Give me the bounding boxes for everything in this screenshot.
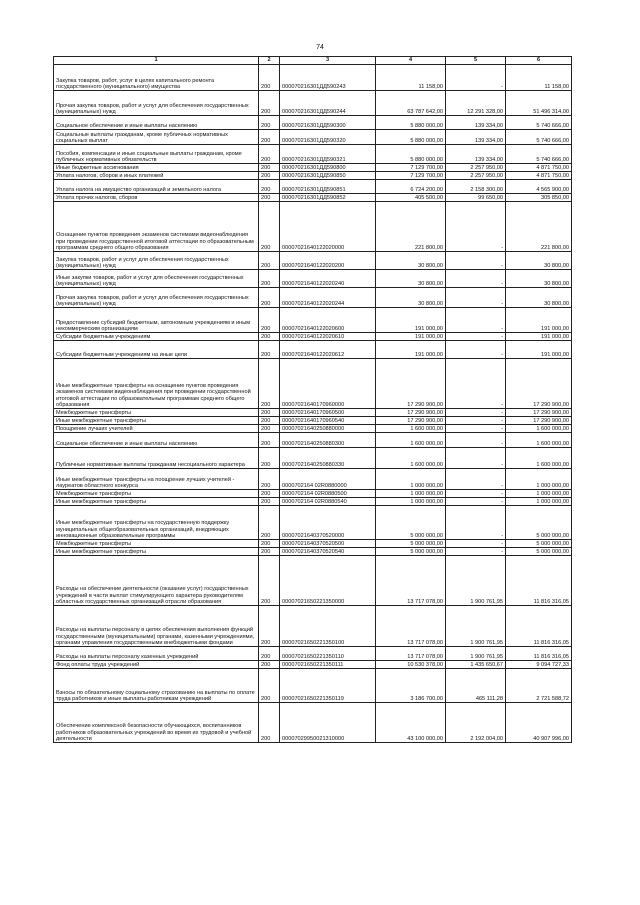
row-remaining-amount: 4 871 750,00 [506,172,572,180]
row-name: Закупка товаров, работ, услуг в целях капитального ремонта государственного (муниципального) имущества [54,65,259,91]
table-row [54,145,572,164]
row-classification-code: 00007021640122020600 [280,308,376,333]
row-name: Пособия, компенсации и иные социальные выплаты гражданам, кроме публичных нормативных обязательств [54,145,259,164]
table-row [54,202,572,252]
row-name: Предоставление субсидий бюджетным, автономным учреждениям и иным некоммерческим организациям [54,308,259,333]
row-name: Социальное обеспечение и иные выплаты населению [54,116,259,130]
row-executed-amount: 12 291 328,00 [446,91,506,116]
row-remaining-amount: 4 871 750,00 [506,164,572,172]
row-executed-amount: - [446,341,506,359]
row-remaining-amount: 1 000 000,00 [506,469,572,490]
table-row [54,540,572,548]
row-name: Иные закупки товаров, работ и услуг для обеспечения государственных (муниципальных) нужд [54,270,259,288]
row-executed-amount: 1 900 761,95 [446,556,506,606]
row-code: 200 [259,490,280,498]
row-executed-amount: 1 900 761,95 [446,647,506,661]
row-name: Поощрение лучших учителей [54,425,259,433]
table-row [54,270,572,288]
row-classification-code: 00007021640122020244 [280,288,376,308]
row-code: 200 [259,540,280,548]
row-classification-code: 000070216301ДД590243 [280,65,376,91]
row-name: Иные межбюджетные трансферты на поощрение лучших учителей - лауреатов областного конкурса [54,469,259,490]
row-classification-code: 000070216301ДД590244 [280,91,376,116]
row-code: 200 [259,498,280,506]
row-classification-code: 000070216301ДД590852 [280,194,376,202]
table-row [54,252,572,270]
row-name: Прочая закупка товаров, работ и услуг для обеспечения государственных (муниципальных) нужд [54,288,259,308]
row-remaining-amount: 191 000,00 [506,308,572,333]
row-executed-amount: 139 334,00 [446,130,506,145]
row-executed-amount: 2 257 950,00 [446,164,506,172]
row-code: 200 [259,180,280,194]
row-executed-amount: - [446,359,506,409]
row-classification-code: 000070216301ДД590320 [280,130,376,145]
row-executed-amount: 139 334,00 [446,145,506,164]
row-code: 200 [259,556,280,606]
row-name: Закупка товаров, работ и услуг для обеспечения государственных (муниципальных) нужд [54,252,259,270]
row-remaining-amount: 5 740 666,00 [506,116,572,130]
row-approved-amount: 5 880 000,00 [376,145,446,164]
row-executed-amount: - [446,448,506,469]
row-classification-code: 000070216301ДД590321 [280,145,376,164]
table-row [54,180,572,194]
row-classification-code: 000070216301ДД590850 [280,172,376,180]
row-code: 200 [259,425,280,433]
row-approved-amount: 30 800,00 [376,288,446,308]
row-code: 200 [259,359,280,409]
table-row [54,359,572,409]
column-header: 6 [506,57,572,65]
row-approved-amount: 3 186 700,00 [376,669,446,703]
row-name: Субсидии бюджетным учреждениям на иные цели [54,341,259,359]
row-classification-code: 00007029950021310000 [280,703,376,743]
row-name: Расходы на выплаты персоналу в целях обеспечения выполнения функций государственными (муниципальными) органами, казенными учреждениями, органами управления государственными внебюджетными фондами [54,606,259,647]
row-code: 200 [259,469,280,490]
table-row [54,341,572,359]
row-approved-amount: 7 129 700,00 [376,172,446,180]
row-classification-code: 00007021650221350119 [280,669,376,703]
row-remaining-amount: 221 800,00 [506,202,572,252]
row-code: 200 [259,91,280,116]
row-executed-amount: - [446,417,506,425]
table-row [54,433,572,448]
row-remaining-amount: 11 816 316,05 [506,647,572,661]
row-executed-amount: 1 435 650,67 [446,661,506,669]
row-approved-amount: 5 880 000,00 [376,130,446,145]
row-name: Уплата налога на имущество организаций и земельного налога [54,180,259,194]
row-remaining-amount: 1 000 000,00 [506,498,572,506]
row-classification-code: 00007021640250880300 [280,433,376,448]
row-approved-amount: 13 717 078,00 [376,647,446,661]
row-classification-code: 00007021640250880330 [280,448,376,469]
table-row [54,194,572,202]
row-code: 200 [259,661,280,669]
row-classification-code: 00007021640170960000 [280,359,376,409]
row-approved-amount: 1 600 000,00 [376,448,446,469]
table-header-row [54,57,572,65]
row-code: 200 [259,333,280,341]
row-name: Публичные нормативные выплаты гражданам несоциального характера [54,448,259,469]
row-name: Межбюджетные трансферты [54,409,259,417]
row-approved-amount: 1 600 000,00 [376,425,446,433]
row-code: 200 [259,202,280,252]
table-row [54,469,572,490]
row-executed-amount: - [446,288,506,308]
row-executed-amount: 139 334,00 [446,116,506,130]
row-remaining-amount: 2 721 588,72 [506,669,572,703]
table-row [54,548,572,556]
row-executed-amount: - [446,202,506,252]
row-classification-code: 00007021640170960540 [280,417,376,425]
row-code: 200 [259,409,280,417]
row-code: 200 [259,548,280,556]
row-approved-amount: 5 000 000,00 [376,506,446,540]
row-remaining-amount: 191 000,00 [506,341,572,359]
row-executed-amount: 1 900 761,95 [446,606,506,647]
table-row [54,65,572,91]
row-classification-code: 000070216301ДД590300 [280,116,376,130]
table-row [54,91,572,116]
column-header: 4 [376,57,446,65]
row-remaining-amount: 40 907 996,00 [506,703,572,743]
table-row [54,669,572,703]
row-classification-code: 0000702164 02R0880500 [280,490,376,498]
table-row [54,661,572,669]
row-remaining-amount: 1 000 000,00 [506,490,572,498]
row-code: 200 [259,145,280,164]
row-approved-amount: 17 290 900,00 [376,359,446,409]
row-approved-amount: 5 000 000,00 [376,540,446,548]
row-remaining-amount: 51 496 314,00 [506,91,572,116]
row-approved-amount: 1 000 000,00 [376,469,446,490]
table-row [54,606,572,647]
row-classification-code: 00007021650221350100 [280,606,376,647]
column-header: 3 [280,57,376,65]
row-remaining-amount: 5 000 000,00 [506,548,572,556]
row-classification-code: 000070216301ДД590851 [280,180,376,194]
row-approved-amount: 13 717 078,00 [376,556,446,606]
row-remaining-amount: 305 850,00 [506,194,572,202]
row-executed-amount: - [446,270,506,288]
table-row [54,172,572,180]
row-executed-amount: - [446,490,506,498]
table-body [54,65,572,743]
column-header: 5 [446,57,506,65]
row-approved-amount: 63 787 642,00 [376,91,446,116]
column-header: 1 [54,57,259,65]
row-approved-amount: 191 000,00 [376,308,446,333]
row-remaining-amount: 30 800,00 [506,270,572,288]
table-row [54,490,572,498]
row-code: 200 [259,194,280,202]
table-row [54,498,572,506]
table-row [54,556,572,606]
row-executed-amount: - [446,433,506,448]
table-row [54,506,572,540]
row-approved-amount: 17 290 900,00 [376,409,446,417]
row-classification-code: 00007021640122020240 [280,270,376,288]
row-code: 200 [259,116,280,130]
row-approved-amount: 191 000,00 [376,333,446,341]
row-executed-amount: 2 192 004,00 [446,703,506,743]
row-executed-amount: - [446,506,506,540]
row-name: Уплата налогов, сборов и иных платежей [54,172,259,180]
row-approved-amount: 7 129 700,00 [376,164,446,172]
row-approved-amount: 13 717 078,00 [376,606,446,647]
row-classification-code: 0000702164 02R0880540 [280,498,376,506]
row-executed-amount: 465 111,28 [446,669,506,703]
row-remaining-amount: 17 290 900,00 [506,359,572,409]
column-header: 2 [259,57,280,65]
row-code: 200 [259,288,280,308]
row-executed-amount: - [446,540,506,548]
row-approved-amount: 191 000,00 [376,341,446,359]
row-executed-amount: 2 257 950,00 [446,172,506,180]
page-number: 74 [316,44,324,51]
row-executed-amount: - [446,469,506,490]
row-classification-code: 00007021640370520500 [280,540,376,548]
row-code: 200 [259,164,280,172]
row-approved-amount: 405 500,00 [376,194,446,202]
table-row [54,409,572,417]
row-remaining-amount: 5 740 666,00 [506,130,572,145]
row-name: Иные бюджетные ассигнования [54,164,259,172]
row-code: 200 [259,703,280,743]
row-name: Межбюджетные трансферты [54,490,259,498]
row-name: Оснащение пунктов проведения экзаменов системами видеонаблюдения при проведении государственной итоговой аттестации по образовательным программам среднего общего образования [54,202,259,252]
row-executed-amount: - [446,409,506,417]
row-remaining-amount: 1 600 000,00 [506,448,572,469]
row-classification-code: 00007021640122020612 [280,341,376,359]
row-code: 200 [259,669,280,703]
row-classification-code: 00007021640370520000 [280,506,376,540]
row-approved-amount: 1 000 000,00 [376,498,446,506]
row-approved-amount: 43 100 000,00 [376,703,446,743]
row-approved-amount: 5 000 000,00 [376,548,446,556]
row-remaining-amount: 5 740 666,00 [506,145,572,164]
row-remaining-amount: 4 565 900,00 [506,180,572,194]
table-row [54,448,572,469]
row-approved-amount: 5 880 000,00 [376,116,446,130]
row-approved-amount: 221 800,00 [376,202,446,252]
row-name: Иные межбюджетные трансферты [54,498,259,506]
row-classification-code: 00007021640122020000 [280,202,376,252]
row-classification-code: 0000702164 02R0880000 [280,469,376,490]
row-approved-amount: 17 290 900,00 [376,417,446,425]
row-remaining-amount: 30 800,00 [506,252,572,270]
row-code: 200 [259,647,280,661]
row-classification-code: 00007021640170960500 [280,409,376,417]
row-name: Субсидии бюджетным учреждениям [54,333,259,341]
row-name: Иные межбюджетные трансферты [54,548,259,556]
row-approved-amount: 6 724 200,00 [376,180,446,194]
row-name: Расходы на выплаты персоналу казенных учреждений [54,647,259,661]
row-name: Уплата прочих налогов, сборов [54,194,259,202]
table-row [54,647,572,661]
row-executed-amount: - [446,308,506,333]
row-name: Взносы по обязательному социальному страхованию на выплаты по оплате труда работников и иные выплаты работникам учреждений [54,669,259,703]
row-classification-code: 00007021640370520540 [280,548,376,556]
row-executed-amount: - [446,65,506,91]
table-row [54,308,572,333]
row-name: Обеспечение комплексной безопасности обучающихся, воспитанников работников образовательных учреждений во время их трудовой и учебной деятельности [54,703,259,743]
row-classification-code: 00007021640122020610 [280,333,376,341]
table-row [54,130,572,145]
row-code: 200 [259,606,280,647]
row-approved-amount: 11 158,00 [376,65,446,91]
table-row [54,703,572,743]
row-approved-amount: 1 600 000,00 [376,433,446,448]
row-remaining-amount: 5 000 000,00 [506,540,572,548]
row-code: 200 [259,130,280,145]
row-classification-code: 00007021640122020200 [280,252,376,270]
row-classification-code: 00007021650221350110 [280,647,376,661]
row-executed-amount: - [446,252,506,270]
table-row [54,333,572,341]
row-code: 200 [259,417,280,425]
row-remaining-amount: 11 816 316,05 [506,556,572,606]
row-name: Фонд оплаты труда учреждений [54,661,259,669]
budget-execution-table [53,56,572,743]
row-remaining-amount: 9 094 727,33 [506,661,572,669]
row-remaining-amount: 11 816 316,05 [506,606,572,647]
row-executed-amount: - [446,425,506,433]
row-remaining-amount: 1 600 000,00 [506,425,572,433]
row-code: 200 [259,448,280,469]
row-name: Иные межбюджетные трансферты на оснащение пунктов проведения экзаменов системами видеонаблюдения при проведении государственной итоговой аттестации по образовательным программам среднего общего образования [54,359,259,409]
row-name: Межбюджетные трансферты [54,540,259,548]
row-name: Прочая закупка товаров, работ и услуг для обеспечения государственных (муниципальных) нужд [54,91,259,116]
row-executed-amount: 99 650,00 [446,194,506,202]
row-approved-amount: 30 800,00 [376,252,446,270]
row-code: 200 [259,270,280,288]
row-approved-amount: 10 530 378,00 [376,661,446,669]
row-classification-code: 00007021640250880000 [280,425,376,433]
row-name: Иные межбюджетные трансферты [54,417,259,425]
row-remaining-amount: 191 000,00 [506,333,572,341]
row-remaining-amount: 1 600 000,00 [506,433,572,448]
row-name: Иные межбюджетные трансферты на государственную поддержку муниципальных общеобразовательных организаций, внедряющих инновационные образовательные программы [54,506,259,540]
row-executed-amount: - [446,333,506,341]
table-row [54,164,572,172]
row-remaining-amount: 11 158,00 [506,65,572,91]
row-remaining-amount: 17 290 900,00 [506,409,572,417]
row-name: Социальные выплаты гражданам, кроме публичных нормативных социальных выплат [54,130,259,145]
row-name: Расходы на обеспечение деятельности (оказание услуг) государственных учреждений в части выплат стимулирующего характера руководителям областных государственных организаций отрасли образования [54,556,259,606]
row-remaining-amount: 30 800,00 [506,288,572,308]
row-executed-amount: 2 158 300,00 [446,180,506,194]
row-classification-code: 00007021650221350000 [280,556,376,606]
table-row [54,417,572,425]
row-code: 200 [259,433,280,448]
row-code: 200 [259,252,280,270]
table-row [54,116,572,130]
row-code: 200 [259,341,280,359]
row-code: 200 [259,506,280,540]
row-code: 200 [259,172,280,180]
row-executed-amount: - [446,498,506,506]
row-name: Социальное обеспечение и иные выплаты населению [54,433,259,448]
row-approved-amount: 30 800,00 [376,270,446,288]
row-classification-code: 00007021650221350111 [280,661,376,669]
row-remaining-amount: 17 290 900,00 [506,417,572,425]
row-classification-code: 000070216301ДД590800 [280,164,376,172]
table-row [54,288,572,308]
row-code: 200 [259,308,280,333]
row-approved-amount: 1 000 000,00 [376,490,446,498]
row-code: 200 [259,65,280,91]
row-remaining-amount: 5 000 000,00 [506,506,572,540]
row-executed-amount: - [446,548,506,556]
table-row [54,425,572,433]
